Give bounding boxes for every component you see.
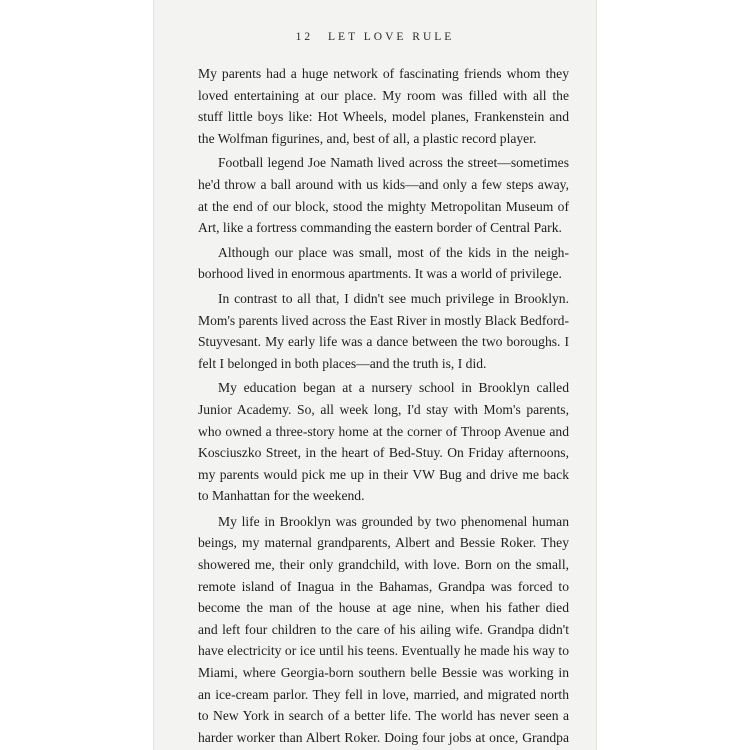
- text-line: Mom's parents lived across the East River in mostly Black Bedford-: [198, 312, 569, 328]
- text-line: stuff little boys like: Hot Wheels, model planes, Frankenstein and: [198, 109, 569, 125]
- text-line: My education began at a nursery school in Brooklyn called: [218, 380, 569, 396]
- text-line: loved entertaining at our place. My room was filled with all the: [198, 87, 569, 103]
- text-line: showered me, their only grandchild, with love. Born on the small,: [198, 557, 569, 573]
- page-number: 12: [295, 31, 314, 43]
- text-line: an ice-cream parlor. They fell in love, married, and migrated north: [198, 686, 569, 702]
- text-line: Art, like a fortress commanding the eastern border of Central Park.: [198, 220, 562, 236]
- text-line: Kosciuszko Street, in the heart of Bed-Stuy. On Friday afternoons,: [198, 445, 569, 461]
- text-line: have electricity or ice until his teens. Eventually he made his way to: [198, 643, 569, 659]
- book-page: [154, 0, 596, 750]
- text-line: at the end of our block, stood the mighty Metropolitan Museum of: [198, 198, 569, 214]
- text-line: Miami, where Georgia-born southern belle Bessie was working in: [198, 665, 569, 681]
- chapter-title: LET LOVE RULE: [328, 31, 455, 43]
- text-line: he'd throw a ball around with us kids—and only a few steps away,: [198, 176, 569, 192]
- text-line: to New York in search of a better life. The world has never seen a: [198, 708, 569, 724]
- text-line: the Wolfman figurines, and, best of all, a plastic record player.: [198, 130, 537, 146]
- text-line: Stuyvesant. My early life was a dance between the two boroughs. I: [198, 334, 569, 350]
- text-line: In contrast to all that, I didn't see much privilege in Brooklyn.: [218, 290, 569, 306]
- text-line: Football legend Joe Namath lived across the street—sometimes: [218, 155, 569, 171]
- text-line: my parents would pick me up in their VW Bug and drive me back: [198, 466, 569, 482]
- text-line: Although our place was small, most of the kids in the neigh-: [218, 244, 569, 260]
- text-line: borhood lived in enormous apartments. It was a world of privilege.: [198, 266, 562, 282]
- text-line: beings, my maternal grandparents, Albert and Bessie Roker. They: [198, 535, 569, 551]
- text-line: to Manhattan for the weekend.: [198, 488, 365, 504]
- text-line: and left four children to the care of his ailing wife. Grandpa didn't: [198, 621, 569, 637]
- text-line: My parents had a huge network of fascinating friends whom they: [198, 66, 569, 81]
- text-line: become the man of the house at age nine, when his father died: [198, 600, 569, 616]
- body-text: [198, 63, 569, 748]
- text-line: harder worker than Albert Roker. Doing four jobs at once, Grandpa: [198, 729, 569, 745]
- text-line: felt I belonged in both places—and the truth is, I did.: [198, 355, 487, 371]
- text-line: My life in Brooklyn was grounded by two phenomenal human: [218, 513, 569, 529]
- text-line: who owned a three-story home at the corner of Throop Avenue and: [198, 423, 569, 439]
- text-line: Junior Academy. So, all week long, I'd stay with Mom's parents,: [198, 401, 569, 417]
- running-head: [154, 31, 596, 43]
- text-line: remote island of Inagua in the Bahamas, Grandpa was forced to: [198, 578, 569, 594]
